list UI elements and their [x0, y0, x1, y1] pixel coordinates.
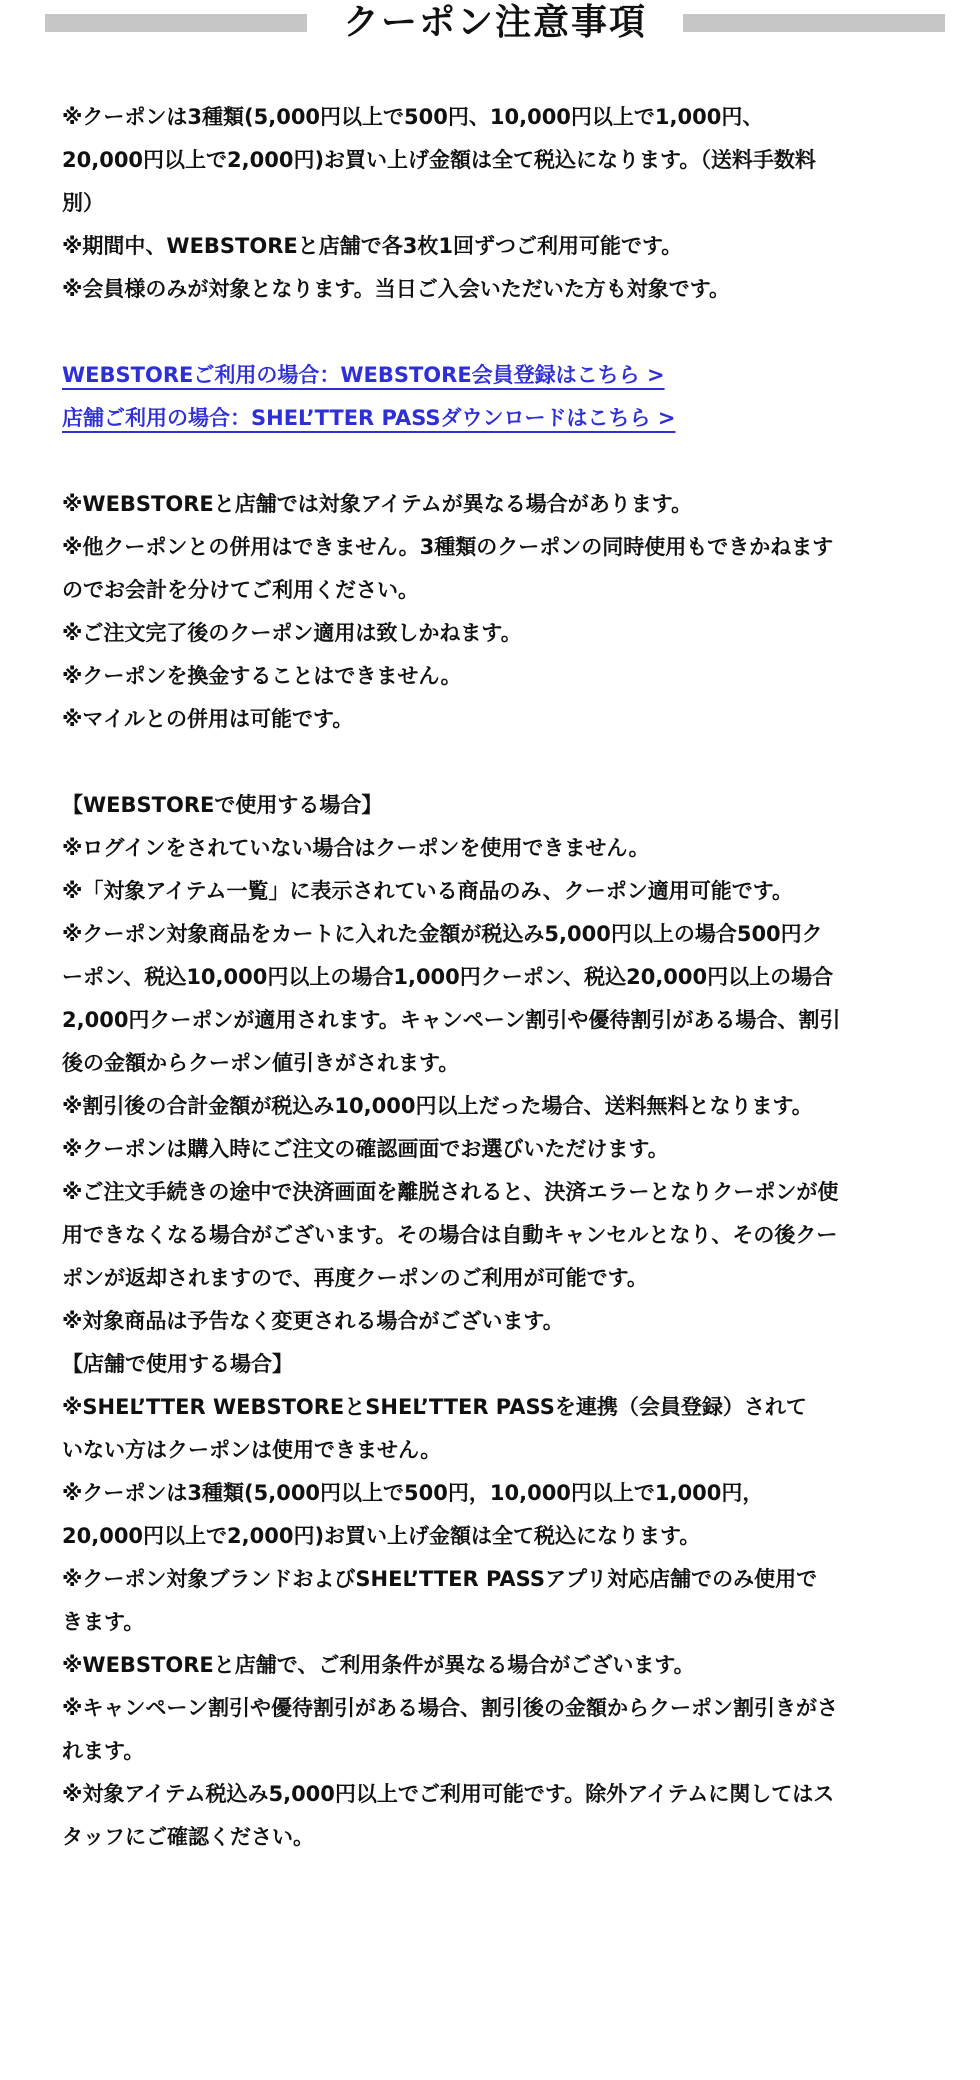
store-note-line: ※WEBSTOREと店舗で、ご利用条件が異なる場合がございます。	[62, 1653, 695, 1677]
webstore-note-line: ※ログインをされていない場合はクーポンを使用できません。	[62, 836, 650, 860]
webstore-note-line: ※割引後の合計金額が税込み10,000円以上だった場合、送料無料となります。	[62, 1094, 813, 1118]
webstore-note-line: 用できなくなる場合がございます。その場合は自動キャンセルとなり、その後クー	[62, 1223, 838, 1247]
store-note-line: ※対象アイテム税込み5,000円以上でご利用可能です。除外アイテムに関してはス	[62, 1782, 835, 1806]
store-note-line: ※キャンペーン割引や優待割引がある場合、割引後の金額からクーポン割引きがさ	[62, 1696, 838, 1720]
store-note-line: 20,000円以上で2,000円)お買い上げ金額は全て税込になります。	[62, 1524, 701, 1548]
webstore-note-line: 2,000円クーポンが適用されます。キャンペーン割引や優待割引がある場合、割引	[62, 1008, 841, 1032]
intro-line: 20,000円以上で2,000円)お買い上げ金額は全て税込になります。（送料手数料	[62, 148, 816, 172]
intro-line: ※期間中、WEBSTOREと店舗で各3枚1回ずつご利用可能です。	[62, 234, 683, 258]
store-note-line: きます。	[62, 1610, 145, 1634]
webstore-note-line: ※「対象アイテム一覧」に表示されている商品のみ、クーポン適用可能です。	[62, 879, 794, 903]
general-note-line: ※クーポンを換金することはできません。	[62, 664, 462, 688]
spacer	[62, 440, 920, 483]
notice-content	[62, 96, 920, 1859]
webstore-note-line: ポンが返却されますので、再度クーポンのご利用が可能です。	[62, 1266, 648, 1290]
webstore-note-line: ーポン、税込10,000円以上の場合1,000円クーポン、税込20,000円以上の場合	[62, 965, 834, 989]
general-note-line: ※ご注文完了後のクーポン適用は致しかねます。	[62, 621, 522, 645]
intro-line: ※クーポンは3種類(5,000円以上で500円、10,000円以上で1,000円、	[62, 105, 764, 129]
webstore-note-line: ※クーポンは購入時にご注文の確認画面でお選びいただけます。	[62, 1137, 669, 1161]
title-rule-left	[45, 14, 307, 32]
intro-line: ※会員様のみが対象となります。当日ご入会いただいた方も対象です。	[62, 277, 731, 301]
webstore-note-line: ※クーポン対象商品をカートに入れた金額が税込み5,000円以上の場合500円ク	[62, 922, 823, 946]
store-section-heading: 【店舗で使用する場合】	[62, 1352, 293, 1376]
webstore-note-line: ※ご注文手続きの途中で決済画面を離脱されると、決済エラーとなりクーポンが使	[62, 1180, 839, 1204]
store-note-line: ※クーポンは3種類(5,000円以上で500円，10,000円以上で1,000円，	[62, 1481, 764, 1505]
spacer	[62, 311, 920, 354]
general-note-line: ※WEBSTOREと店舗では対象アイテムが異なる場合があります。	[62, 492, 693, 516]
webstore-register-link[interactable]: WEBSTOREご利用の場合：WEBSTORE会員登録はこちら >	[62, 363, 665, 387]
general-note-line: のでお会計を分けてご利用ください。	[62, 578, 419, 602]
general-note-line: ※他クーポンとの併用はできません。3種類のクーポンの同時使用もできかねます	[62, 535, 834, 559]
general-note-line: ※マイルとの併用は可能です。	[62, 707, 354, 731]
store-note-line: いない方はクーポンは使用できません。	[62, 1438, 442, 1462]
page-title: クーポン注意事項	[343, 2, 648, 43]
webstore-note-line: ※対象商品は予告なく変更される場合がございます。	[62, 1309, 564, 1333]
store-note-line: ※SHEL’TTER WEBSTOREとSHEL’TTER PASSを連携（会員登録）されて	[62, 1395, 807, 1419]
store-note-line: ※クーポン対象ブランドおよびSHEL’TTER PASSアプリ対応店舗でのみ使用で	[62, 1567, 818, 1591]
sheltter-pass-download-link[interactable]: 店舗ご利用の場合：SHEL’TTER PASSダウンロードはこちら >	[62, 406, 676, 430]
store-note-line: タッフにご確認ください。	[62, 1825, 314, 1849]
spacer	[62, 741, 920, 784]
intro-line: 別）	[62, 191, 104, 215]
title-row	[45, 0, 945, 46]
webstore-section-heading: 【WEBSTOREで使用する場合】	[62, 793, 383, 817]
title-rule-right	[683, 14, 945, 32]
webstore-note-line: 後の金額からクーポン値引きがされます。	[62, 1051, 460, 1075]
store-note-line: れます。	[62, 1739, 145, 1763]
